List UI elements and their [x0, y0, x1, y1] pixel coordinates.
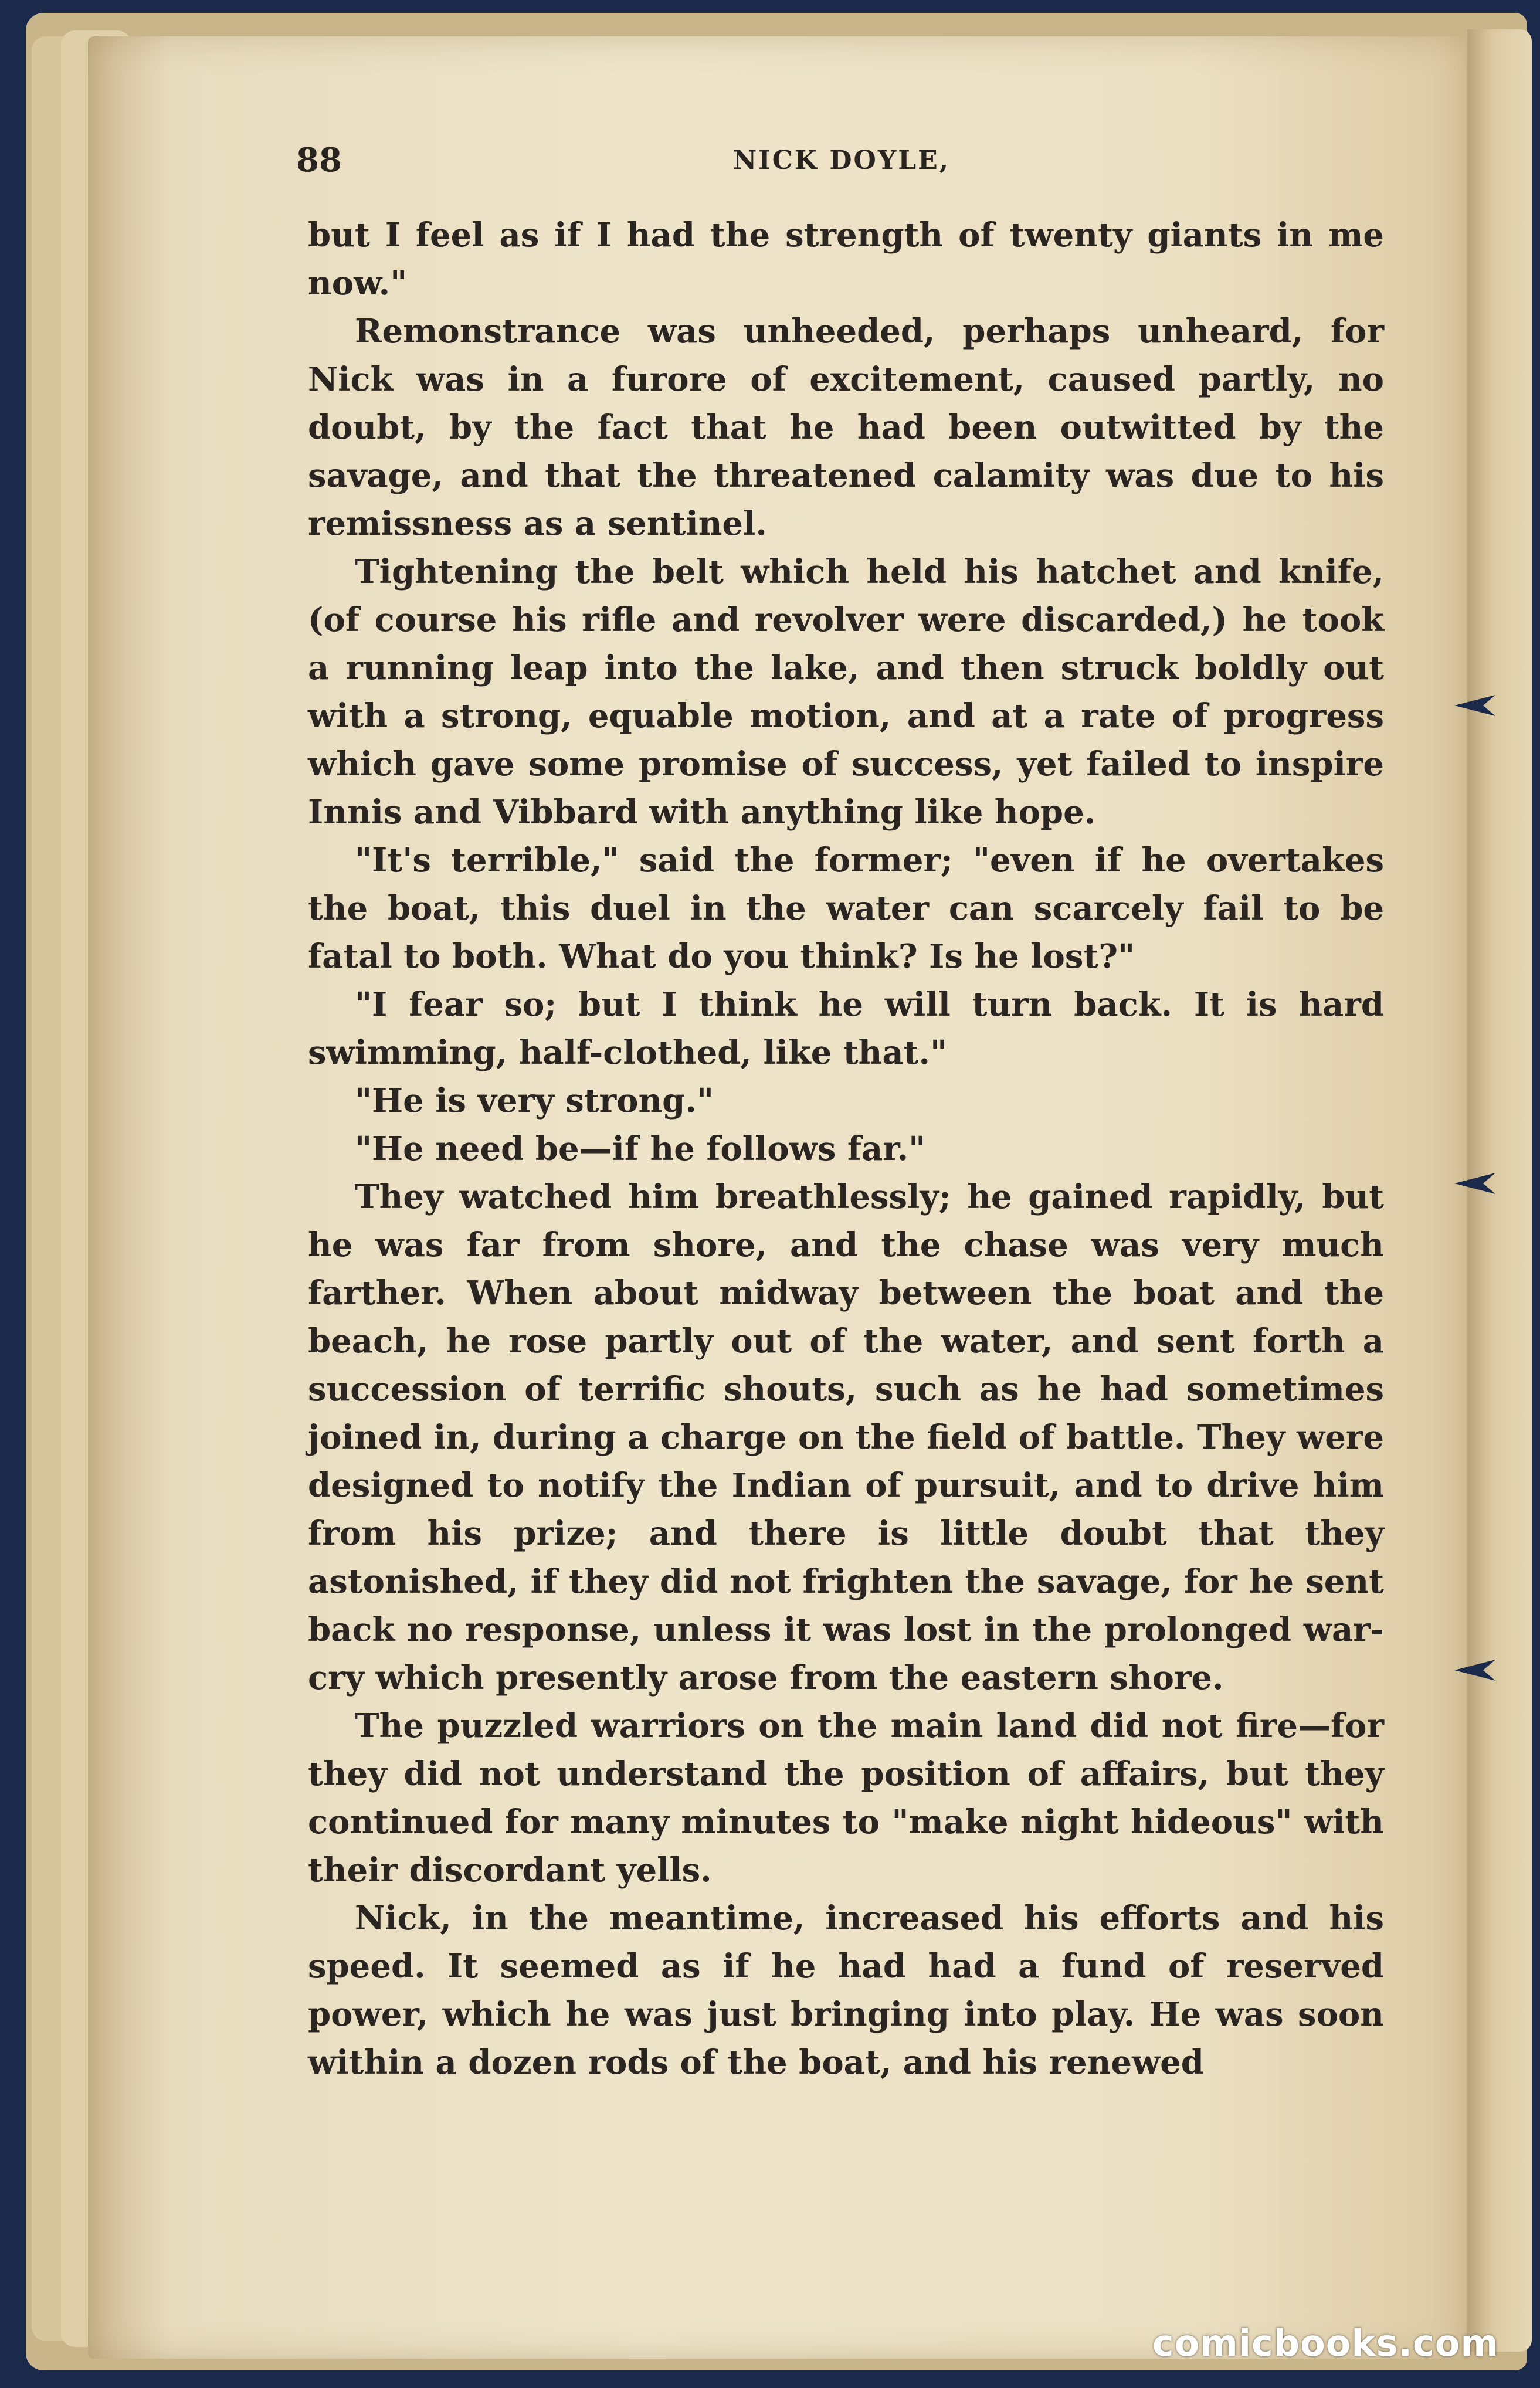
paragraph: but I feel as if I had the strength of twenty giants in me now.": [308, 216, 1384, 303]
body-text: [308, 211, 1384, 2087]
paragraph: "He is very strong.": [355, 1081, 714, 1120]
paragraph: "I fear so; but I think he will turn back. It is hard swimming, half-clothed, like that.": [308, 985, 1384, 1072]
page-number: 88: [296, 141, 342, 179]
paragraph: Tightening the belt which held his hatchet and knife, (of course his rifle and revolver were discarded,) he took a running leap into the lake, and then struck boldly out with a strong, equable motion, and at a rate of progress which gave some promise of success, yet failed to inspire Innis and Vibbard with anything like hope.: [308, 552, 1384, 832]
paragraph: "He need be—if he follows far.": [355, 1129, 926, 1168]
page-header: [296, 141, 1387, 188]
paragraph: The puzzled warriors on the main land did not fire—for they did not understand the position of affairs, but they continued for many minutes to "make night hideous" with their discordant yells.: [308, 1707, 1384, 1890]
paragraph: Nick, in the meantime, increased his efforts and his speed. It seemed as if he had had a fund of reserved power, which he was just bringing into play. He was soon within a dozen rods of the boat, and his renewed: [308, 1899, 1384, 2082]
facing-page-edge: [1467, 29, 1532, 2352]
paragraph: Remonstrance was unheeded, perhaps unheard, for Nick was in a furore of excitement, caused partly, no doubt, by the fact that he had been outwitted by the savage, and that the threatened calamity was due to his remissness as a sentinel.: [308, 312, 1384, 543]
paragraph: "It's terrible," said the former; "even if he overtakes the boat, this duel in the water can scarcely fail to be fatal to both. What do you think? Is he lost?": [308, 841, 1384, 976]
paragraph: They watched him breathlessly; he gained rapidly, but he was far from shore, and the chase was very much farther. When about midway between the boat and the beach, he rose partly out of the water, and sent forth a succession of terrific shouts, such as he had sometimes joined in, during a charge on the field of battle. They were designed to notify the Indian of pursuit, and to drive him from his prize; and there is little doubt that they astonished, if they did not frighten the savage, for he sent back no response, unless it was lost in the prolonged war-cry which presently arose from the eastern shore.: [308, 1178, 1384, 1697]
running-head: NICK DOYLE,: [732, 145, 951, 175]
watermark: comicbooks.com: [1152, 2322, 1499, 2365]
